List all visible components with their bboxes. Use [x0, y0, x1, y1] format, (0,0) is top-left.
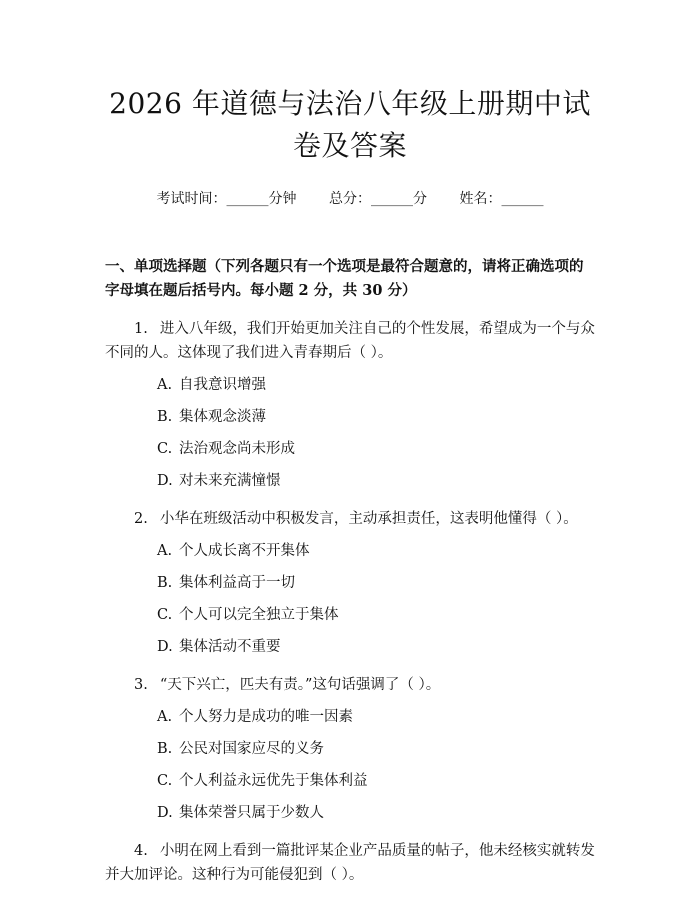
question-stem	[105, 317, 595, 365]
option-text: 集体活动不重要	[179, 639, 281, 655]
question-text: 进入八年级，我们开始更加关注自己的个性发展，希望成为一个与众不同的人。这体现了我们进入青春期后（ ）。	[105, 321, 595, 361]
option-letter: C.	[157, 441, 173, 457]
option-letter: A.	[157, 709, 173, 725]
option-item	[105, 374, 595, 397]
option-text: 公民对国家应尽的义务	[179, 741, 324, 757]
option-text: 集体荣誉只属于少数人	[179, 805, 324, 821]
option-letter: C.	[157, 773, 173, 789]
option-letter: B.	[157, 741, 173, 757]
option-letter: D.	[157, 473, 173, 489]
question-block	[105, 507, 595, 659]
option-letter: C.	[157, 607, 173, 623]
question-block	[105, 673, 595, 825]
page-title: 2026 年道德与法治八年级上册期中试卷及答案	[109, 87, 591, 162]
question-stem	[105, 839, 595, 887]
option-list	[105, 540, 595, 659]
option-text: 对未来充满憧憬	[179, 473, 281, 489]
option-letter: A.	[157, 543, 173, 559]
option-item	[105, 802, 595, 825]
question-text: 小华在班级活动中积极发言，主动承担责任，这表明他懂得（ ）。	[159, 511, 578, 527]
question-block	[105, 839, 595, 887]
option-text: 自我意识增强	[179, 377, 266, 393]
exam-info	[105, 189, 595, 209]
question-number: 1.	[134, 321, 148, 337]
option-text: 集体观念淡薄	[179, 409, 266, 425]
question-number: 2.	[134, 511, 148, 527]
question-text: “天下兴亡，匹夫有责。”这句话强调了（ ）。	[159, 677, 441, 693]
option-text: 个人利益永远优先于集体利益	[179, 773, 368, 789]
option-letter: B.	[157, 575, 173, 591]
student-name-field: 姓名：______	[459, 191, 544, 207]
option-item	[105, 706, 595, 729]
section-heading: 一、单项选择题（下列各题只有一个选项是最符合题意的，请将正确选项的字母填在题后括号内。每小题 2 分，共 30 分）	[105, 258, 584, 299]
option-item	[105, 770, 595, 793]
option-item	[105, 604, 595, 627]
option-text: 法治观念尚未形成	[179, 441, 295, 457]
question-number: 4.	[134, 843, 148, 859]
option-text: 个人可以完全独立于集体	[179, 607, 339, 623]
option-item	[105, 438, 595, 461]
option-letter: D.	[157, 805, 173, 821]
option-text: 个人成长离不开集体	[179, 543, 310, 559]
question-stem	[105, 673, 595, 697]
option-item	[105, 738, 595, 761]
option-text: 个人努力是成功的唯一因素	[179, 709, 353, 725]
option-letter: D.	[157, 639, 173, 655]
option-item	[105, 636, 595, 659]
option-item	[105, 406, 595, 429]
option-text: 集体利益高于一切	[179, 575, 295, 591]
option-item	[105, 572, 595, 595]
option-item	[105, 470, 595, 493]
question-stem	[105, 507, 595, 531]
question-text: 小明在网上看到一篇批评某企业产品质量的帖子，他未经核实就转发并大加评论。这种行为可能侵犯到（ ）。	[105, 843, 595, 883]
question-block	[105, 317, 595, 493]
exam-time-field: 考试时间：______分钟	[156, 191, 297, 207]
option-list	[105, 706, 595, 825]
option-letter: B.	[157, 409, 173, 425]
question-number: 3.	[134, 677, 148, 693]
option-list	[105, 374, 595, 493]
option-item	[105, 540, 595, 563]
total-score-field: 总分：______分	[329, 191, 427, 207]
option-letter: A.	[157, 377, 173, 393]
